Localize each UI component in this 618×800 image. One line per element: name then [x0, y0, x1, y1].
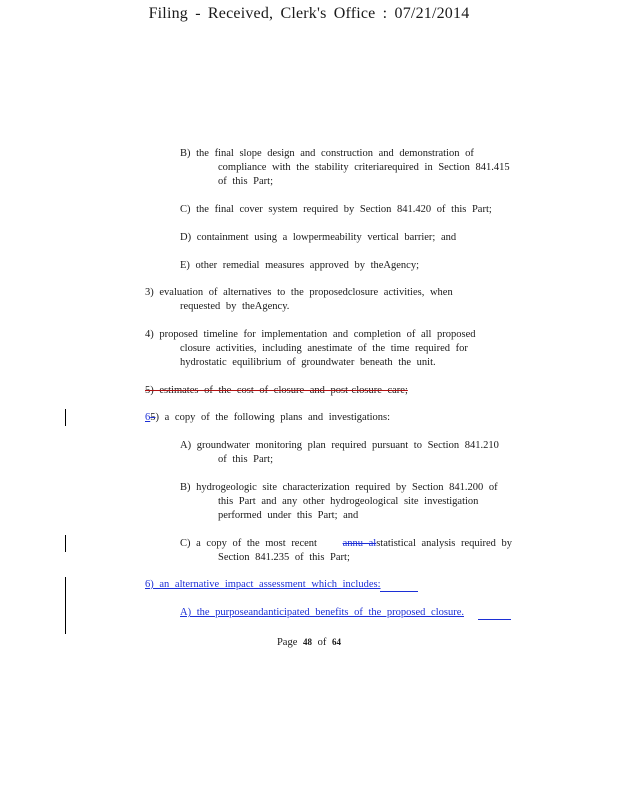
item-4-timeline-line3: hydrostatic equilibrium of groundwater beneath the unit.: [180, 357, 436, 368]
item-b-final-slope-line3: of this Part;: [218, 176, 273, 187]
item-a-groundwater-line1: A) groundwater monitoring plan required pursuant to Section 841.210: [180, 440, 499, 451]
item-b-hydrogeologic-line3: performed under this Part; and: [218, 510, 359, 521]
page-label: Page: [276, 637, 298, 648]
of-label: of: [317, 637, 327, 648]
item-5-estimates-deleted: 5) estimates of the cost of closure and post-closure care;: [145, 385, 408, 396]
insertion-underline: [478, 619, 511, 620]
item-e-other-remedial: E) other remedial measures approved by theAgency;: [180, 260, 419, 271]
item-c-copy-recent-line1: [180, 537, 512, 551]
item-4-timeline-line1: 4) proposed timeline for implementation and completion of all proposed: [145, 329, 476, 340]
insertion-underline: [380, 591, 418, 592]
item-c-copy-prefix: C) a copy of the most recent: [180, 538, 317, 549]
item-a-groundwater-line2: of this Part;: [218, 454, 273, 465]
item-c-final-cover: C) the final cover system required by Section 841.420 of this Part;: [180, 204, 492, 215]
item-b-hydrogeologic-line1: B) hydrogeologic site characterization required by Section 841.200 of: [180, 482, 498, 493]
deleted-word: annu al: [342, 538, 377, 549]
item-b-hydrogeologic-line2: this Part and any other hydrogeological site investigation: [218, 496, 479, 507]
page-footer: [0, 637, 618, 648]
item-6-copy-plans: [145, 411, 390, 425]
item-c-copy-recent-line2: Section 841.235 of this Part;: [218, 552, 350, 563]
item-c-copy-rest: statistical analysis required by: [376, 538, 513, 549]
filing-header: Filing - Received, Clerk's Office : 07/21/2014: [148, 5, 470, 22]
item-b-final-slope-line2: compliance with the stability criteriarequired in Section 841.415: [218, 162, 510, 173]
change-bar: [65, 535, 66, 552]
deleted-number: 5: [150, 412, 156, 423]
inserted-number: 6: [145, 412, 151, 423]
item-4-timeline-line2: closure activities, including anestimate of the time required for: [180, 343, 468, 354]
item-6-copy-text: ) a copy of the following plans and investigations:: [155, 412, 391, 423]
change-bar: [65, 409, 66, 426]
change-bar: [65, 577, 66, 634]
item-a-purpose-inserted: A) the purposeandanticipated benefits of the proposed closure.: [180, 607, 464, 618]
item-3-evaluation-line1: 3) evaluation of alternatives to the proposedclosure activities, when: [145, 287, 453, 298]
total-pages: 64: [332, 637, 342, 647]
item-3-evaluation-line2: requested by theAgency.: [180, 301, 290, 312]
page-number: 48: [303, 637, 313, 647]
item-b-final-slope-line1: B) the final slope design and construction and demonstration of: [180, 148, 474, 159]
item-6-alternative-inserted: 6) an alternative impact assessment which includes:: [145, 579, 381, 590]
item-d-containment: D) containment using a lowpermeability vertical barrier; and: [180, 232, 457, 243]
